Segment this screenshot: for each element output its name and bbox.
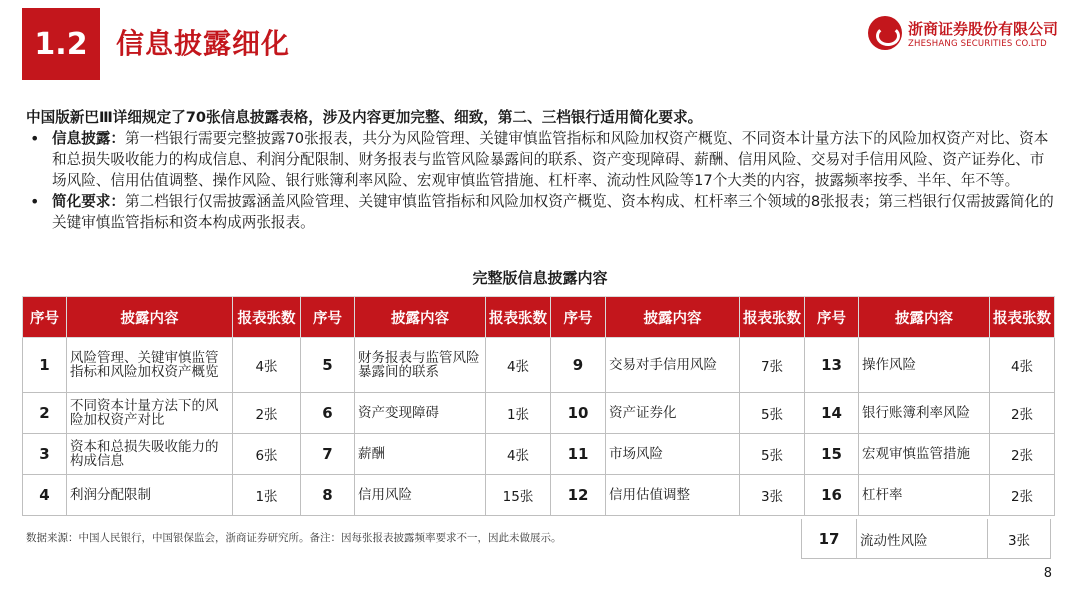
item-number: 2 bbox=[23, 393, 67, 434]
column-header: 序号 bbox=[805, 297, 859, 338]
source-note: 数据来源：中国人民银行，中国银保监会，浙商证券研究所。备注：因每张报表披露频率要求不一，因此未做展示。 bbox=[26, 532, 562, 544]
item-content: 杠杆率 bbox=[859, 475, 990, 516]
logo-chinese-name: 浙商证券股份有限公司 bbox=[908, 20, 1059, 38]
item-number: 12 bbox=[551, 475, 606, 516]
item-content: 不同资本计量方法下的风险加权资产对比 bbox=[67, 393, 233, 434]
item-content: 薪酬 bbox=[355, 434, 486, 475]
company-logo bbox=[868, 14, 1058, 56]
item-content: 财务报表与监管风险暴露间的联系 bbox=[355, 338, 486, 393]
column-header: 披露内容 bbox=[606, 297, 740, 338]
column-header: 报表张数 bbox=[740, 297, 805, 338]
item-count: 4张 bbox=[233, 338, 301, 393]
item-count: 2张 bbox=[233, 393, 301, 434]
item-content: 宏观审慎监管措施 bbox=[859, 434, 990, 475]
item-count: 4张 bbox=[990, 338, 1055, 393]
intro-text bbox=[26, 107, 1056, 233]
item-content: 银行账簿利率风险 bbox=[859, 393, 990, 434]
item-count: 5张 bbox=[740, 434, 805, 475]
item-number: 14 bbox=[805, 393, 859, 434]
table-row bbox=[23, 393, 1055, 434]
section-number: 1.2 bbox=[22, 8, 100, 80]
item-number: 4 bbox=[23, 475, 67, 516]
item-count: 2张 bbox=[990, 393, 1055, 434]
bullet-text: 第一档银行需要完整披露70张报表，共分为风险管理、关键审慎监管指标和风险加权资产概览、不同资本计量方法下的风险加权资产对比、资本和总损失吸收能力的构成信息、利润分配限制、财务报表与监管风险暴露间的联系、资产变现障碍、薪酬、信用风险、交易对手信用风险、资产证券化、市场风险、信用估值调整、操作风险、银行账簿利率风险、宏观审慎监管措施、杠杆率、流动性风险等17个大类的内容，披露频率按季、半年、年不等。 bbox=[52, 130, 1049, 189]
item-content: 信用估值调整 bbox=[606, 475, 740, 516]
column-header: 报表张数 bbox=[990, 297, 1055, 338]
item-number: 1 bbox=[23, 338, 67, 393]
item-number: 3 bbox=[23, 434, 67, 475]
item-content: 利润分配限制 bbox=[67, 475, 233, 516]
table-row bbox=[23, 338, 1055, 393]
item-number: 16 bbox=[805, 475, 859, 516]
table-title: 完整版信息披露内容 bbox=[472, 269, 608, 287]
page-title: 信息披露细化 bbox=[116, 27, 291, 60]
item-number: 13 bbox=[805, 338, 859, 393]
table-row-extra bbox=[801, 519, 1051, 559]
item-number: 7 bbox=[301, 434, 355, 475]
column-header: 报表张数 bbox=[486, 297, 551, 338]
column-header: 披露内容 bbox=[67, 297, 233, 338]
column-header: 披露内容 bbox=[355, 297, 486, 338]
item-count: 4张 bbox=[486, 338, 551, 393]
page-number: 8 bbox=[1043, 566, 1052, 581]
item-number: 10 bbox=[551, 393, 606, 434]
item-count: 1张 bbox=[233, 475, 301, 516]
item-content: 资产证券化 bbox=[606, 393, 740, 434]
bullet-simplified bbox=[26, 191, 1056, 233]
item-content: 市场风险 bbox=[606, 434, 740, 475]
table-row bbox=[23, 475, 1055, 516]
item-number: 9 bbox=[551, 338, 606, 393]
item-number: 15 bbox=[805, 434, 859, 475]
bullet-dot-icon: • bbox=[30, 192, 40, 211]
column-header: 序号 bbox=[551, 297, 606, 338]
bullet-term: 信息披露： bbox=[52, 130, 125, 147]
bullet-disclosure bbox=[26, 128, 1056, 191]
item-count: 7张 bbox=[740, 338, 805, 393]
item-number: 8 bbox=[301, 475, 355, 516]
item-count: 2张 bbox=[990, 434, 1055, 475]
column-header: 序号 bbox=[23, 297, 67, 338]
item-content: 风险管理、关键审慎监管指标和风险加权资产概览 bbox=[67, 338, 233, 393]
disclosure-table bbox=[22, 296, 1055, 516]
table-row bbox=[23, 434, 1055, 475]
item-content: 交易对手信用风险 bbox=[606, 338, 740, 393]
item-count: 3张 bbox=[1007, 532, 1031, 549]
item-content: 信用风险 bbox=[355, 475, 486, 516]
item-count: 1张 bbox=[486, 393, 551, 434]
intro-lead: 中国版新巴Ⅲ详细规定了70张信息披露表格，涉及内容更加完整、细致，第二、三档银行适用简化要求。 bbox=[26, 109, 703, 126]
item-count: 3张 bbox=[740, 475, 805, 516]
column-header: 报表张数 bbox=[233, 297, 301, 338]
logo-english-name: ZHESHANG SECURITIES CO.LTD bbox=[908, 39, 1047, 49]
item-content: 流动性风险 bbox=[857, 519, 988, 558]
item-content: 资产变现障碍 bbox=[355, 393, 486, 434]
item-count: 2张 bbox=[990, 475, 1055, 516]
item-number: 6 bbox=[301, 393, 355, 434]
column-header: 序号 bbox=[301, 297, 355, 338]
item-content: 操作风险 bbox=[859, 338, 990, 393]
item-count: 4张 bbox=[486, 434, 551, 475]
table-header-row bbox=[23, 297, 1055, 338]
column-header: 披露内容 bbox=[859, 297, 990, 338]
bullet-text: 第二档银行仅需披露涵盖风险管理、关键审慎监管指标和风险加权资产概览、资本构成、杠杆率三个领域的8张报表；第三档银行仅需披露简化的关键审慎监管指标和资本构成两张报表。 bbox=[52, 193, 1054, 231]
item-count: 5张 bbox=[740, 393, 805, 434]
item-number: 5 bbox=[301, 338, 355, 393]
item-number: 17 bbox=[802, 519, 857, 558]
bullet-dot-icon: • bbox=[30, 129, 40, 148]
logo-mark-icon bbox=[868, 16, 902, 50]
item-number: 11 bbox=[551, 434, 606, 475]
item-count: 15张 bbox=[486, 475, 551, 516]
bullet-term: 简化要求： bbox=[52, 193, 125, 210]
item-count: 6张 bbox=[233, 434, 301, 475]
item-content: 资本和总损失吸收能力的构成信息 bbox=[67, 434, 233, 475]
